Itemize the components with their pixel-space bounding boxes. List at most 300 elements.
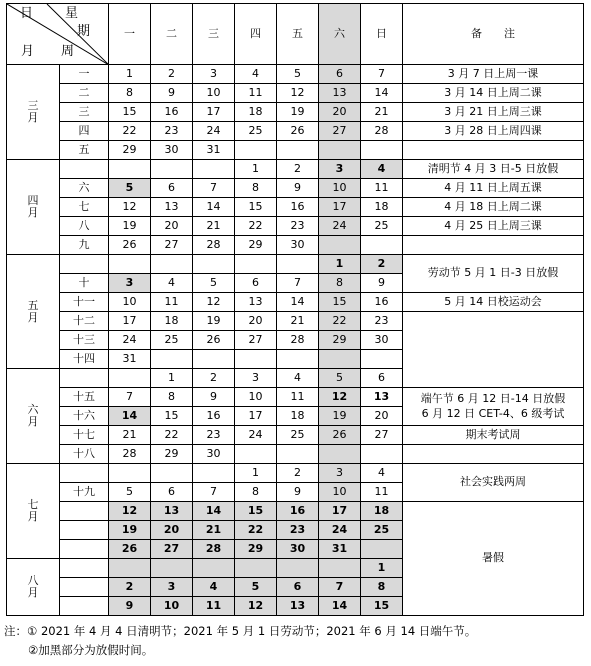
day-cell-thu: 11: [235, 84, 277, 103]
day-cell-wed: 14: [193, 502, 235, 521]
day-cell-wed: 4: [193, 578, 235, 597]
day-cell-mon: 19: [109, 217, 151, 236]
week-row: [7, 122, 584, 141]
week-row: [7, 388, 584, 407]
week-number: [60, 597, 109, 616]
day-cell-mon: 26: [109, 236, 151, 255]
day-cell-sun: 18: [361, 198, 403, 217]
day-cell-sun: [361, 141, 403, 160]
day-cell-sat: 14: [319, 597, 361, 616]
day-cell-wed: 28: [193, 540, 235, 559]
day-cell-thu: 4: [235, 65, 277, 84]
day-cell-wed: 23: [193, 426, 235, 445]
day-cell-tue: 15: [151, 407, 193, 426]
day-cell-thu: 15: [235, 198, 277, 217]
day-cell-sat: [319, 445, 361, 464]
remark-cell: [403, 122, 584, 141]
day-cell-mon: 22: [109, 122, 151, 141]
week-number: 十七: [60, 426, 109, 445]
week-row: [7, 141, 584, 160]
remark-text: 3 月 14 日上周二课: [444, 85, 542, 99]
day-cell-fri: 5: [277, 65, 319, 84]
day-cell-wed: 5: [193, 274, 235, 293]
day-cell-wed: 7: [193, 179, 235, 198]
day-cell-mon: [109, 369, 151, 388]
day-cell-wed: 14: [193, 198, 235, 217]
day-cell-wed: [193, 160, 235, 179]
day-cell-fri: 14: [277, 293, 319, 312]
day-cell-sat: 22: [319, 312, 361, 331]
footnote-2: ②加黑部分为放假时间。: [28, 643, 154, 657]
week-number: 十九: [60, 483, 109, 502]
day-cell-sat: 29: [319, 331, 361, 350]
week-row: [7, 217, 584, 236]
week-row: [7, 198, 584, 217]
remark-text: 清明节 4 月 3 日-5 日放假: [427, 161, 559, 175]
day-cell-sat: 27: [319, 122, 361, 141]
week-number: [60, 160, 109, 179]
day-cell-sun: [361, 236, 403, 255]
day-cell-tue: 13: [151, 198, 193, 217]
day-cell-tue: 6: [151, 179, 193, 198]
day-cell-mon: [109, 255, 151, 274]
day-cell-mon: 24: [109, 331, 151, 350]
day-cell-fri: 19: [277, 103, 319, 122]
day-cell-sat: 19: [319, 407, 361, 426]
day-cell-sun: 21: [361, 103, 403, 122]
day-cell-thu: 24: [235, 426, 277, 445]
day-cell-tue: 10: [151, 597, 193, 616]
week-number: 十一: [60, 293, 109, 312]
remark-cell: [403, 312, 584, 388]
day-cell-thu: 20: [235, 312, 277, 331]
day-cell-sun: 11: [361, 483, 403, 502]
week-number: 六: [60, 179, 109, 198]
day-cell-tue: 16: [151, 103, 193, 122]
day-cell-sun: 23: [361, 312, 403, 331]
week-number: [60, 502, 109, 521]
week-number: 一: [60, 65, 109, 84]
week-number: 九: [60, 236, 109, 255]
day-cell-sun: 28: [361, 122, 403, 141]
day-cell-wed: 16: [193, 407, 235, 426]
day-cell-thu: 5: [235, 578, 277, 597]
day-cell-wed: 3: [193, 65, 235, 84]
day-cell-wed: 11: [193, 597, 235, 616]
day-cell-wed: 21: [193, 521, 235, 540]
day-cell-sun: 20: [361, 407, 403, 426]
week-row: [7, 464, 584, 483]
day-cell-tue: 6: [151, 483, 193, 502]
day-cell-sat: 10: [319, 483, 361, 502]
day-cell-thu: [235, 445, 277, 464]
week-number: 十四: [60, 350, 109, 369]
remark-cell: [403, 464, 584, 502]
day-cell-sat: 31: [319, 540, 361, 559]
remark-cell: [403, 141, 584, 160]
day-cell-mon: 26: [109, 540, 151, 559]
corner-header: [7, 4, 109, 65]
day-cell-tue: 3: [151, 578, 193, 597]
day-cell-fri: 25: [277, 426, 319, 445]
week-number: [60, 540, 109, 559]
day-cell-thu: 22: [235, 521, 277, 540]
remark-cell: [403, 502, 584, 616]
corner-yue: 月: [21, 44, 35, 59]
day-cell-wed: 30: [193, 445, 235, 464]
day-header-mon: 一: [109, 4, 151, 65]
day-cell-fri: 6: [277, 578, 319, 597]
remark-text: 端午节 6 月 12 日-14 日放假: [420, 391, 566, 405]
remark-cell: [403, 426, 584, 445]
day-cell-fri: [277, 141, 319, 160]
footnotes: [4, 622, 476, 660]
remark-cell: [403, 217, 584, 236]
day-cell-mon: 19: [109, 521, 151, 540]
day-cell-fri: 16: [277, 198, 319, 217]
week-number: 十六: [60, 407, 109, 426]
day-cell-tue: 18: [151, 312, 193, 331]
notes-header: 备 注: [403, 4, 584, 65]
day-cell-sun: 1: [361, 559, 403, 578]
day-cell-sat: [319, 350, 361, 369]
month-label: 七 月: [7, 464, 60, 559]
remark-text: 6 月 12 日 CET-4、6 级考试: [421, 406, 565, 420]
day-cell-fri: 26: [277, 122, 319, 141]
day-header-thu: 四: [235, 4, 277, 65]
week-number: 十二: [60, 312, 109, 331]
day-cell-sat: 3: [319, 464, 361, 483]
day-cell-sat: [319, 559, 361, 578]
day-cell-sun: 11: [361, 179, 403, 198]
corner-zhou: 周: [61, 44, 75, 59]
remark-cell: [403, 445, 584, 464]
remark-cell: [403, 198, 584, 217]
day-cell-wed: [193, 255, 235, 274]
day-cell-thu: 1: [235, 160, 277, 179]
day-cell-wed: 26: [193, 331, 235, 350]
day-cell-tue: 25: [151, 331, 193, 350]
day-cell-fri: 23: [277, 521, 319, 540]
week-number: [60, 369, 109, 388]
remark-text: 社会实践两周: [460, 475, 526, 489]
day-cell-sat: 15: [319, 293, 361, 312]
day-cell-thu: [235, 559, 277, 578]
remark-text: 3 月 21 日上周三课: [444, 104, 542, 118]
day-cell-fri: 23: [277, 217, 319, 236]
month-label: 四 月: [7, 160, 60, 255]
week-number: 四: [60, 122, 109, 141]
week-number: 十三: [60, 331, 109, 350]
week-row: [7, 236, 584, 255]
remark-cell: [403, 293, 584, 312]
day-cell-tue: 4: [151, 274, 193, 293]
day-cell-mon: 2: [109, 578, 151, 597]
day-cell-fri: [277, 445, 319, 464]
day-cell-thu: 8: [235, 179, 277, 198]
day-cell-wed: [193, 350, 235, 369]
day-cell-sun: 25: [361, 217, 403, 236]
day-cell-mon: 17: [109, 312, 151, 331]
week-row: [7, 160, 584, 179]
day-cell-mon: 12: [109, 198, 151, 217]
day-cell-sun: [361, 350, 403, 369]
day-cell-thu: [235, 255, 277, 274]
day-cell-mon: 9: [109, 597, 151, 616]
day-cell-thu: 27: [235, 331, 277, 350]
day-cell-sat: 1: [319, 255, 361, 274]
day-cell-thu: 10: [235, 388, 277, 407]
remark-cell: [403, 160, 584, 179]
day-cell-thu: 8: [235, 483, 277, 502]
day-cell-wed: 19: [193, 312, 235, 331]
day-cell-sat: 24: [319, 217, 361, 236]
day-cell-thu: 12: [235, 597, 277, 616]
month-label: 三 月: [7, 65, 60, 160]
day-cell-wed: 2: [193, 369, 235, 388]
week-row: [7, 293, 584, 312]
day-cell-sun: 13: [361, 388, 403, 407]
week-row: [7, 65, 584, 84]
remark-text: 暑假: [482, 551, 504, 565]
day-cell-mon: 15: [109, 103, 151, 122]
week-number: [60, 464, 109, 483]
day-cell-wed: 21: [193, 217, 235, 236]
day-cell-mon: 1: [109, 65, 151, 84]
remark-cell: [403, 103, 584, 122]
remark-cell: [403, 236, 584, 255]
day-cell-thu: 25: [235, 122, 277, 141]
day-cell-fri: 2: [277, 464, 319, 483]
day-cell-sat: 20: [319, 103, 361, 122]
day-cell-tue: 22: [151, 426, 193, 445]
day-cell-sat: [319, 141, 361, 160]
day-cell-thu: 13: [235, 293, 277, 312]
remark-cell: [403, 255, 584, 293]
day-cell-tue: 27: [151, 236, 193, 255]
day-cell-tue: 9: [151, 84, 193, 103]
day-cell-wed: 17: [193, 103, 235, 122]
day-cell-fri: 7: [277, 274, 319, 293]
week-number: 八: [60, 217, 109, 236]
day-cell-thu: 1: [235, 464, 277, 483]
remark-text: 4 月 11 日上周五课: [444, 180, 542, 194]
week-number: 二: [60, 84, 109, 103]
week-number: 三: [60, 103, 109, 122]
day-cell-fri: 12: [277, 84, 319, 103]
day-cell-thu: 29: [235, 236, 277, 255]
remark-text: 期末考试周: [465, 427, 521, 441]
day-cell-wed: 7: [193, 483, 235, 502]
corner-qi: 期: [77, 24, 91, 39]
remark-text: 3 月 7 日上周一课: [447, 66, 539, 80]
month-label: 八 月: [7, 559, 60, 616]
day-cell-sun: 8: [361, 578, 403, 597]
day-cell-sun: 2: [361, 255, 403, 274]
day-header-sun: 日: [361, 4, 403, 65]
week-row: [7, 103, 584, 122]
day-cell-fri: 16: [277, 502, 319, 521]
week-row: [7, 255, 584, 274]
day-cell-mon: [109, 559, 151, 578]
day-cell-fri: 11: [277, 388, 319, 407]
day-cell-fri: 18: [277, 407, 319, 426]
week-row: [7, 502, 584, 521]
day-cell-thu: 17: [235, 407, 277, 426]
remark-text: 5 月 14 日校运动会: [444, 294, 542, 308]
day-cell-tue: [151, 559, 193, 578]
day-cell-sun: 4: [361, 464, 403, 483]
week-number: [60, 521, 109, 540]
remark-cell: [403, 179, 584, 198]
day-cell-sat: 26: [319, 426, 361, 445]
day-cell-sat: 17: [319, 502, 361, 521]
day-cell-tue: 30: [151, 141, 193, 160]
day-cell-mon: 10: [109, 293, 151, 312]
day-cell-wed: [193, 464, 235, 483]
day-cell-sat: [319, 236, 361, 255]
footnote-1: 注：① 2021 年 4 月 4 日清明节；2021 年 5 月 1 日劳动节；2021 年 6 月 14 日端午节。: [4, 624, 477, 638]
day-cell-thu: [235, 350, 277, 369]
day-cell-fri: 13: [277, 597, 319, 616]
day-cell-sun: 25: [361, 521, 403, 540]
calendar-table: [6, 3, 584, 616]
day-cell-sat: 13: [319, 84, 361, 103]
day-cell-sat: 17: [319, 198, 361, 217]
day-cell-sun: [361, 445, 403, 464]
week-number: [60, 559, 109, 578]
week-row: [7, 426, 584, 445]
month-label: 五 月: [7, 255, 60, 369]
day-cell-mon: 14: [109, 407, 151, 426]
day-cell-fri: 9: [277, 179, 319, 198]
day-cell-tue: 2: [151, 65, 193, 84]
day-cell-sun: 27: [361, 426, 403, 445]
day-cell-sat: 8: [319, 274, 361, 293]
day-cell-tue: 27: [151, 540, 193, 559]
day-cell-tue: 23: [151, 122, 193, 141]
day-cell-thu: 6: [235, 274, 277, 293]
day-cell-fri: 30: [277, 540, 319, 559]
day-cell-sun: 14: [361, 84, 403, 103]
corner-ri: 日: [20, 6, 34, 21]
day-cell-tue: 20: [151, 217, 193, 236]
day-cell-mon: 12: [109, 502, 151, 521]
day-cell-thu: 29: [235, 540, 277, 559]
day-cell-sat: 10: [319, 179, 361, 198]
day-cell-tue: [151, 160, 193, 179]
day-cell-wed: 28: [193, 236, 235, 255]
day-cell-sun: 4: [361, 160, 403, 179]
day-cell-mon: 28: [109, 445, 151, 464]
day-cell-fri: 4: [277, 369, 319, 388]
day-cell-mon: [109, 464, 151, 483]
day-cell-mon: 3: [109, 274, 151, 293]
remark-cell: [403, 388, 584, 426]
day-cell-mon: 5: [109, 179, 151, 198]
week-number: [60, 255, 109, 274]
day-cell-mon: 8: [109, 84, 151, 103]
day-cell-thu: 22: [235, 217, 277, 236]
day-header-wed: 三: [193, 4, 235, 65]
week-row: [7, 179, 584, 198]
header-row: [7, 4, 584, 65]
day-cell-mon: 21: [109, 426, 151, 445]
day-cell-sat: 6: [319, 65, 361, 84]
day-cell-sun: 18: [361, 502, 403, 521]
day-cell-fri: 21: [277, 312, 319, 331]
day-header-fri: 五: [277, 4, 319, 65]
day-cell-tue: 1: [151, 369, 193, 388]
remark-cell: [403, 65, 584, 84]
day-cell-mon: 31: [109, 350, 151, 369]
day-cell-tue: [151, 350, 193, 369]
day-cell-thu: 3: [235, 369, 277, 388]
week-row: [7, 84, 584, 103]
day-cell-sun: [361, 540, 403, 559]
day-cell-tue: 29: [151, 445, 193, 464]
month-label: 六 月: [7, 369, 60, 464]
day-cell-thu: 18: [235, 103, 277, 122]
day-cell-tue: [151, 464, 193, 483]
day-cell-sat: 24: [319, 521, 361, 540]
week-number: [60, 578, 109, 597]
day-cell-sun: 15: [361, 597, 403, 616]
day-cell-wed: 12: [193, 293, 235, 312]
corner-xing: 星: [65, 6, 79, 21]
day-cell-sat: 7: [319, 578, 361, 597]
day-cell-sat: 12: [319, 388, 361, 407]
day-cell-tue: 8: [151, 388, 193, 407]
day-cell-sat: 5: [319, 369, 361, 388]
remark-text: 4 月 25 日上周三课: [444, 218, 542, 232]
day-header-sat: 六: [319, 4, 361, 65]
week-row: [7, 445, 584, 464]
week-number: 五: [60, 141, 109, 160]
remark-text: 4 月 18 日上周二课: [444, 199, 542, 213]
day-cell-fri: 30: [277, 236, 319, 255]
day-cell-wed: [193, 559, 235, 578]
day-cell-mon: 5: [109, 483, 151, 502]
week-number: 十五: [60, 388, 109, 407]
day-cell-mon: 7: [109, 388, 151, 407]
day-cell-mon: 29: [109, 141, 151, 160]
remark-cell: [403, 84, 584, 103]
day-cell-tue: 20: [151, 521, 193, 540]
day-cell-sun: 16: [361, 293, 403, 312]
day-cell-fri: 9: [277, 483, 319, 502]
day-cell-tue: 11: [151, 293, 193, 312]
day-cell-fri: [277, 350, 319, 369]
week-number: 十: [60, 274, 109, 293]
day-cell-wed: 9: [193, 388, 235, 407]
remark-text: 劳动节 5 月 1 日-3 日放假: [427, 266, 559, 280]
day-cell-sun: 6: [361, 369, 403, 388]
day-cell-fri: [277, 559, 319, 578]
day-cell-thu: [235, 141, 277, 160]
day-cell-wed: 24: [193, 122, 235, 141]
day-cell-sun: 30: [361, 331, 403, 350]
day-cell-sun: 9: [361, 274, 403, 293]
week-row: [7, 312, 584, 331]
day-cell-tue: 13: [151, 502, 193, 521]
day-cell-wed: 10: [193, 84, 235, 103]
day-cell-fri: [277, 255, 319, 274]
day-cell-fri: 28: [277, 331, 319, 350]
day-cell-mon: [109, 160, 151, 179]
day-cell-sun: 7: [361, 65, 403, 84]
day-cell-wed: 31: [193, 141, 235, 160]
